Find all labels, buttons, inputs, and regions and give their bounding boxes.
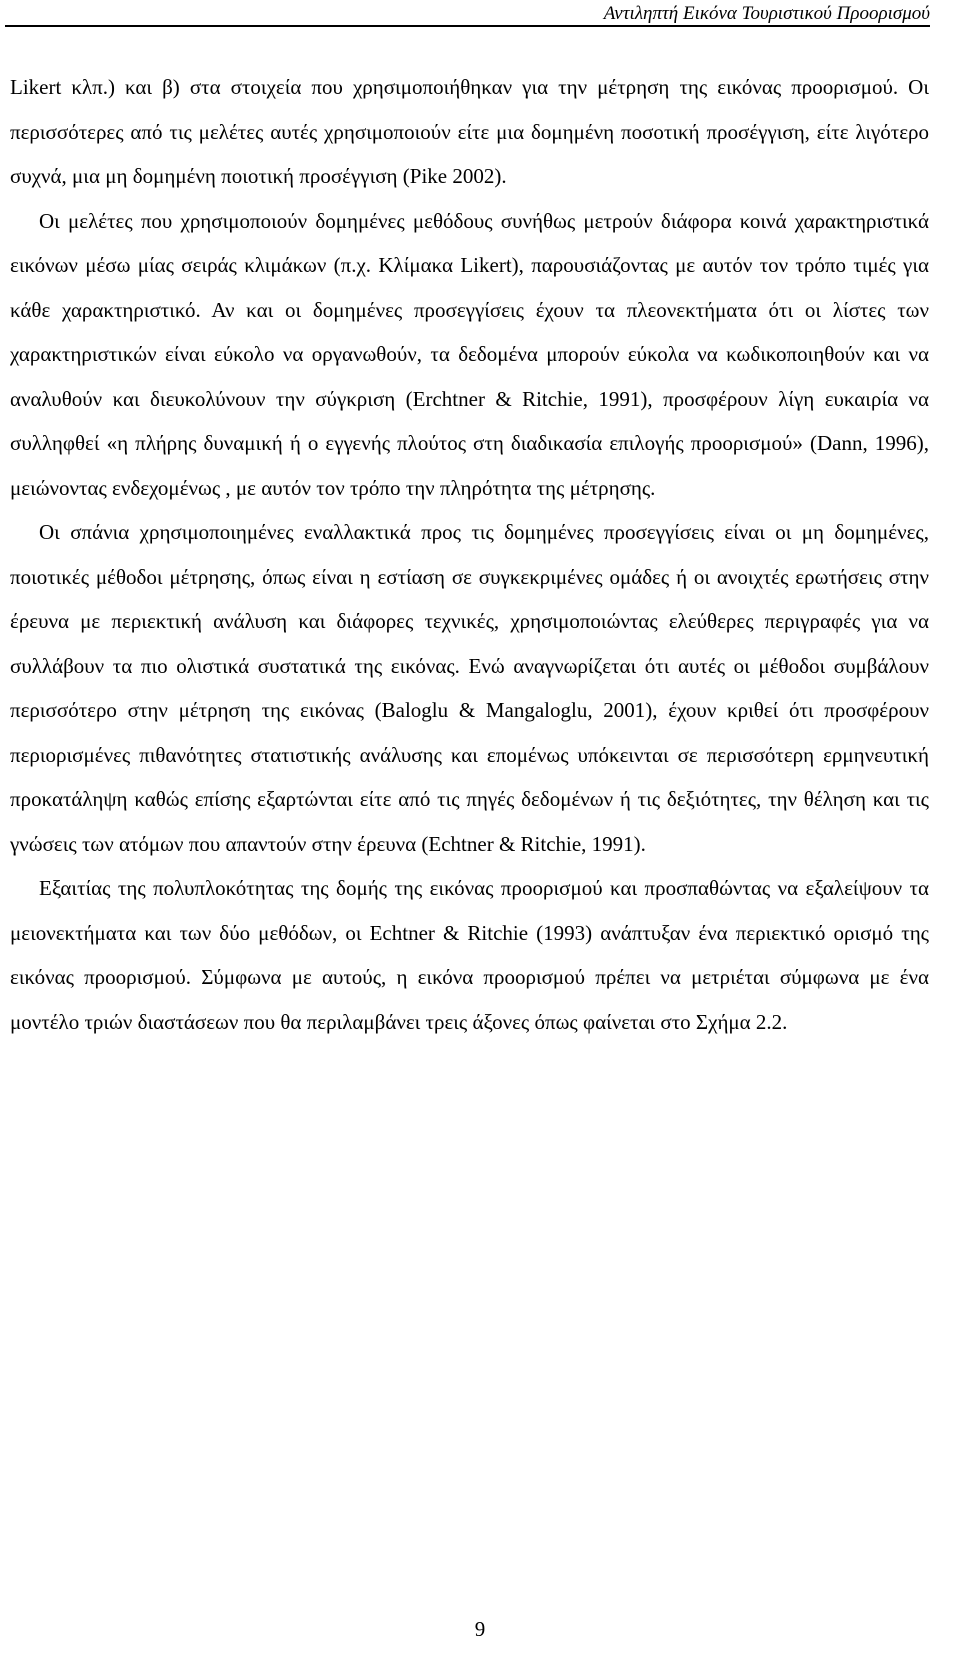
paragraph-continuation: Likert κλπ.) και β) στα στοιχεία που χρησιμοποιήθηκαν για την μέτρηση της εικόνας προορισμού. Οι περισσότερες από τις μελέτες αυτές χρησιμοποιούν είτε μια δομημένη ποσοτική προσέγγιση, είτε λιγότερο συχνά, μια μη δομημένη ποιοτική προσέγγιση (Pike 2002). — [10, 75, 929, 188]
document-body — [10, 65, 929, 1044]
running-header-title: Αντιληπτή Εικόνα Τουριστικού Προορισμού — [603, 3, 930, 24]
paragraph-structured-methods: Οι μελέτες που χρησιμοποιούν δομημένες μεθόδους συνήθως μετρούν διάφορα κοινά χαρακτηριστικά εικόνων μέσω μίας σειράς κλιμάκων (π.χ. Κλίμακα Likert), παρουσιάζοντας με αυτόν τον τρόπο τιμές για κάθε χαρακτηριστικό. Αν και οι δομημένες προσεγγίσεις έχουν τα πλεονεκτήματα ότι οι λίστες των χαρακτηριστικών είναι εύκολο να οργανωθούν, τα δεδομένα μπορούν εύκολα να κωδικοποιηθούν και να αναλυθούν και διευκολύνουν την σύγκριση (Erchtner & Ritchie, 1991), προσφέρουν λίγη ευκαιρία να συλληφθεί «η πλήρης δυναμική ή ο εγγενής πλούτος στη διαδικασία επιλογής προορισμού» (Dann, 1996), μειώνοντας ενδεχομένως , με αυτόν τον τρόπο την πληρότητα της μέτρησης. — [10, 208, 929, 500]
page-number: 9 — [474, 1617, 486, 1641]
paragraph-unstructured-methods: Οι σπάνια χρησιμοποιημένες εναλλακτικά προς τις δομημένες προσεγγίσεις είναι οι μη δομημένες, ποιοτικές μέθοδοι μέτρησης, όπως είναι η εστίαση σε συγκεκριμένες ομάδες ή οι ανοιχτές ερωτήσεις στην έρευνα με περιεκτική ανάλυση και διάφορες τεχνικές, χρησιμοποιώντας ελεύθερες περιγραφές για να συλλάβουν τα πιο ολιστικά συστατικά της εικόνας. Ενώ αναγνωρίζεται ότι αυτές οι μέθοδοι συμβάλουν περισσότερο στην μέτρηση της εικόνας (Baloglu & Mangaloglu, 2001), έχουν κριθεί ότι προσφέρουν περιορισμένες πιθανότητες στατιστικής ανάλυσης και επομένως υπόκεινται σε περισσότερη ερμηνευτική προκατάληψη καθώς επίσης εξαρτώνται είτε από τις πηγές δεδομένων ή τις δεξιότητες, την θέληση και τις γνώσεις των ατόμων που απαντούν στην έρευνα (Echtner & Ritchie, 1991). — [10, 520, 929, 856]
header-divider — [5, 25, 930, 27]
paragraph-echtner-ritchie-model: Εξαιτίας της πολυπλοκότητας της δομής της εικόνας προορισμού και προσπαθώντας να εξαλείψουν τα μειονεκτήματα και των δύο μεθόδων, οι Echtner & Ritchie (1993) ανάπτυξαν ένα περιεκτικό ορισμό της εικόνας προορισμού. Σύμφωνα με αυτούς, η εικόνα προορισμού πρέπει να μετριέται σύμφωνα με ένα μοντέλο τριών διαστάσεων που θα περιλαμβάνει τρεις άξονες όπως φαίνεται στο Σχήμα 2.2. — [10, 876, 929, 1034]
